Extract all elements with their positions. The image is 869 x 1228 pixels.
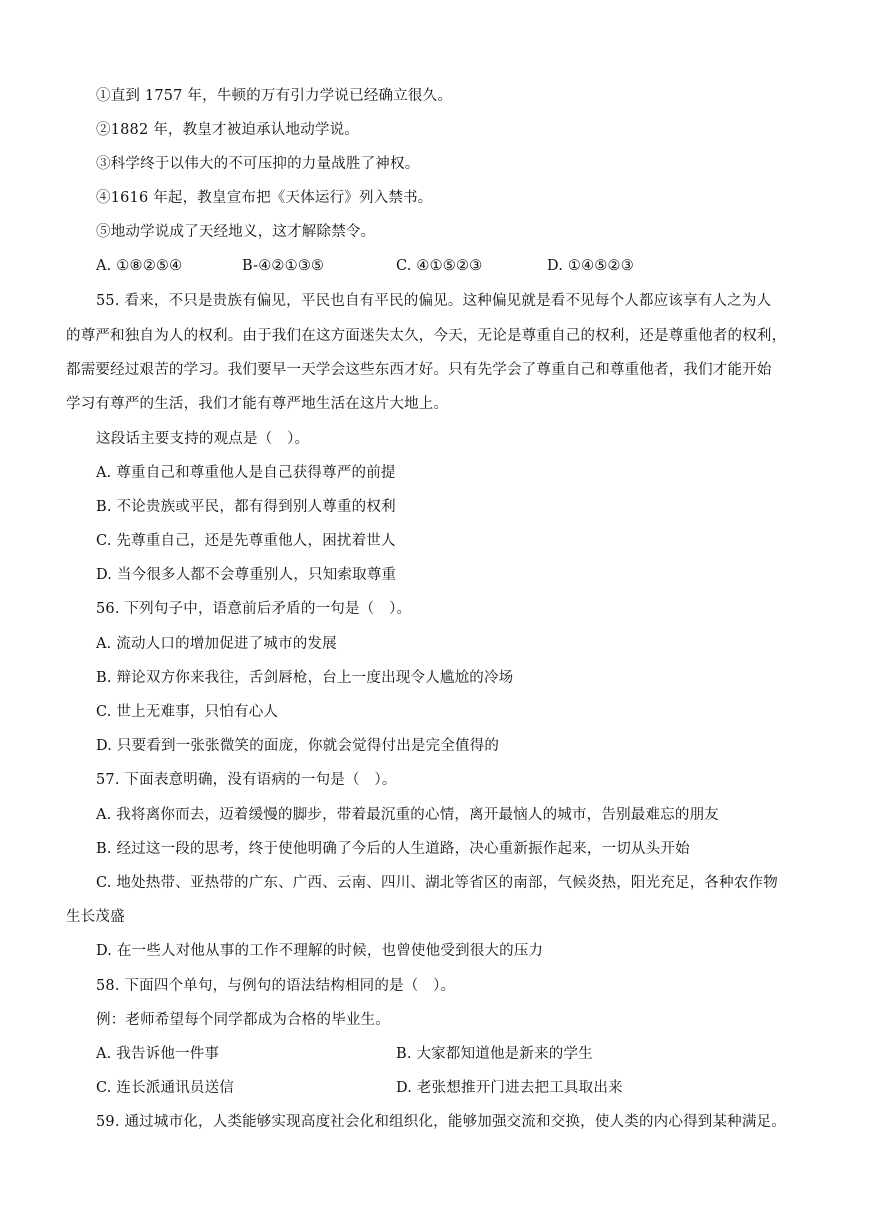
q56-option-b: B. 辩论双方你来我往，舌剑唇枪，台上一度出现令人尴尬的冷场 <box>96 670 514 686</box>
q57-option-a: A. 我将离你而去，迈着缓慢的脚步，带着最沉重的心情，离开最恼人的城市，告别最难忘的朋友 <box>96 807 719 823</box>
q55-passage-line-2: 的尊严和独自为人的权利。由于我们在这方面迷失太久，今天，无论是尊重自己的权利，还是尊重他者的权利， <box>66 328 787 344</box>
q58-option-d: D. 老张想推开门进去把工具取出来 <box>396 1080 623 1096</box>
q54-item-4: ④1616 年起，教皇宣布把《天体运行》列入禁书。 <box>96 190 433 206</box>
q56-option-d: D. 只要看到一张张微笑的面庞，你就会觉得付出是完全值得的 <box>96 738 500 754</box>
q57-option-d: D. 在一些人对他从事的工作不理解的时候，也曾使他受到很大的压力 <box>96 943 544 959</box>
q54-item-1: ①直到 1757 年，牛顿的万有引力学说已经确立很久。 <box>96 88 453 104</box>
q55-option-a: A. 尊重自己和尊重他人是自己获得尊严的前提 <box>96 465 396 481</box>
q54-options <box>0 256 869 276</box>
q57-stem: 57. 下面表意明确，没有语病的一句是（ ）。 <box>96 772 397 788</box>
q56-option-a: A. 流动人口的增加促进了城市的发展 <box>96 636 337 652</box>
q55-option-c: C. 先尊重自己，还是先尊重他人，困扰着世人 <box>96 533 396 549</box>
q54-option-c: C. ④①⑤②③ <box>396 258 483 274</box>
q54-item-3: ③科学终于以伟大的不可压抑的力量战胜了神权。 <box>96 156 420 172</box>
q55-passage-line-3: 都需要经过艰苦的学习。我们要早一天学会这些东西才好。只有先学会了尊重自己和尊重他者，我们才能开始 <box>66 362 772 378</box>
q56-option-c: C. 世上无难事，只怕有心人 <box>96 704 279 720</box>
q59-stem: 59. 通过城市化，人类能够实现高度社会化和组织化，能够加强交流和交换，使人类的内心得到某种满足。 <box>96 1114 786 1130</box>
q58-example: 例：老师希望每个同学都成为合格的毕业生。 <box>96 1012 390 1028</box>
q57-option-c: C. 地处热带、亚热带的广东、广西、云南、四川、湖北等省区的南部，气候炎热，阳光充足，各种农作物 <box>96 875 778 891</box>
q58-option-a: A. 我告诉他一件事 <box>96 1046 220 1062</box>
q55-option-b: B. 不论贵族或平民，都有得到别人尊重的权利 <box>96 499 396 515</box>
q55-stem: 这段话主要支持的观点是（ ）。 <box>96 431 310 447</box>
q54-item-2: ②1882 年，教皇才被迫承认地动学说。 <box>96 122 360 138</box>
q57-option-c-continued: 生长茂盛 <box>66 909 125 925</box>
q58-stem: 58. 下面四个单句，与例句的语法结构相同的是（ ）。 <box>96 978 456 994</box>
q57-option-b: B. 经过这一段的思考，终于使他明确了今后的人生道路，决心重新振作起来，一切从头开始 <box>96 841 690 857</box>
q55-passage-line-4: 学习有尊严的生活，我们才能有尊严地生活在这片大地上。 <box>66 396 449 412</box>
q58-option-b: B. 大家都知道他是新来的学生 <box>396 1046 593 1062</box>
q54-option-b: B-④②①③⑤ <box>242 258 325 274</box>
q55-passage-line-1: 55. 看来，不只是贵族有偏见，平民也自有平民的偏见。这种偏见就是看不见每个人都应该享有人之为人 <box>96 293 772 309</box>
q54-item-5: ⑤地动学说成了天经地义，这才解除禁令。 <box>96 224 376 240</box>
q58-option-c: C. 连长派通讯员送信 <box>96 1080 234 1096</box>
q55-option-d: D. 当今很多人都不会尊重别人，只知索取尊重 <box>96 567 397 583</box>
q56-stem: 56. 下列句子中，语意前后矛盾的一句是（ ）。 <box>96 601 412 617</box>
q54-option-d: D. ①④⑤②③ <box>547 258 634 274</box>
q54-option-a: A. ①⑧②⑤④ <box>96 258 183 274</box>
